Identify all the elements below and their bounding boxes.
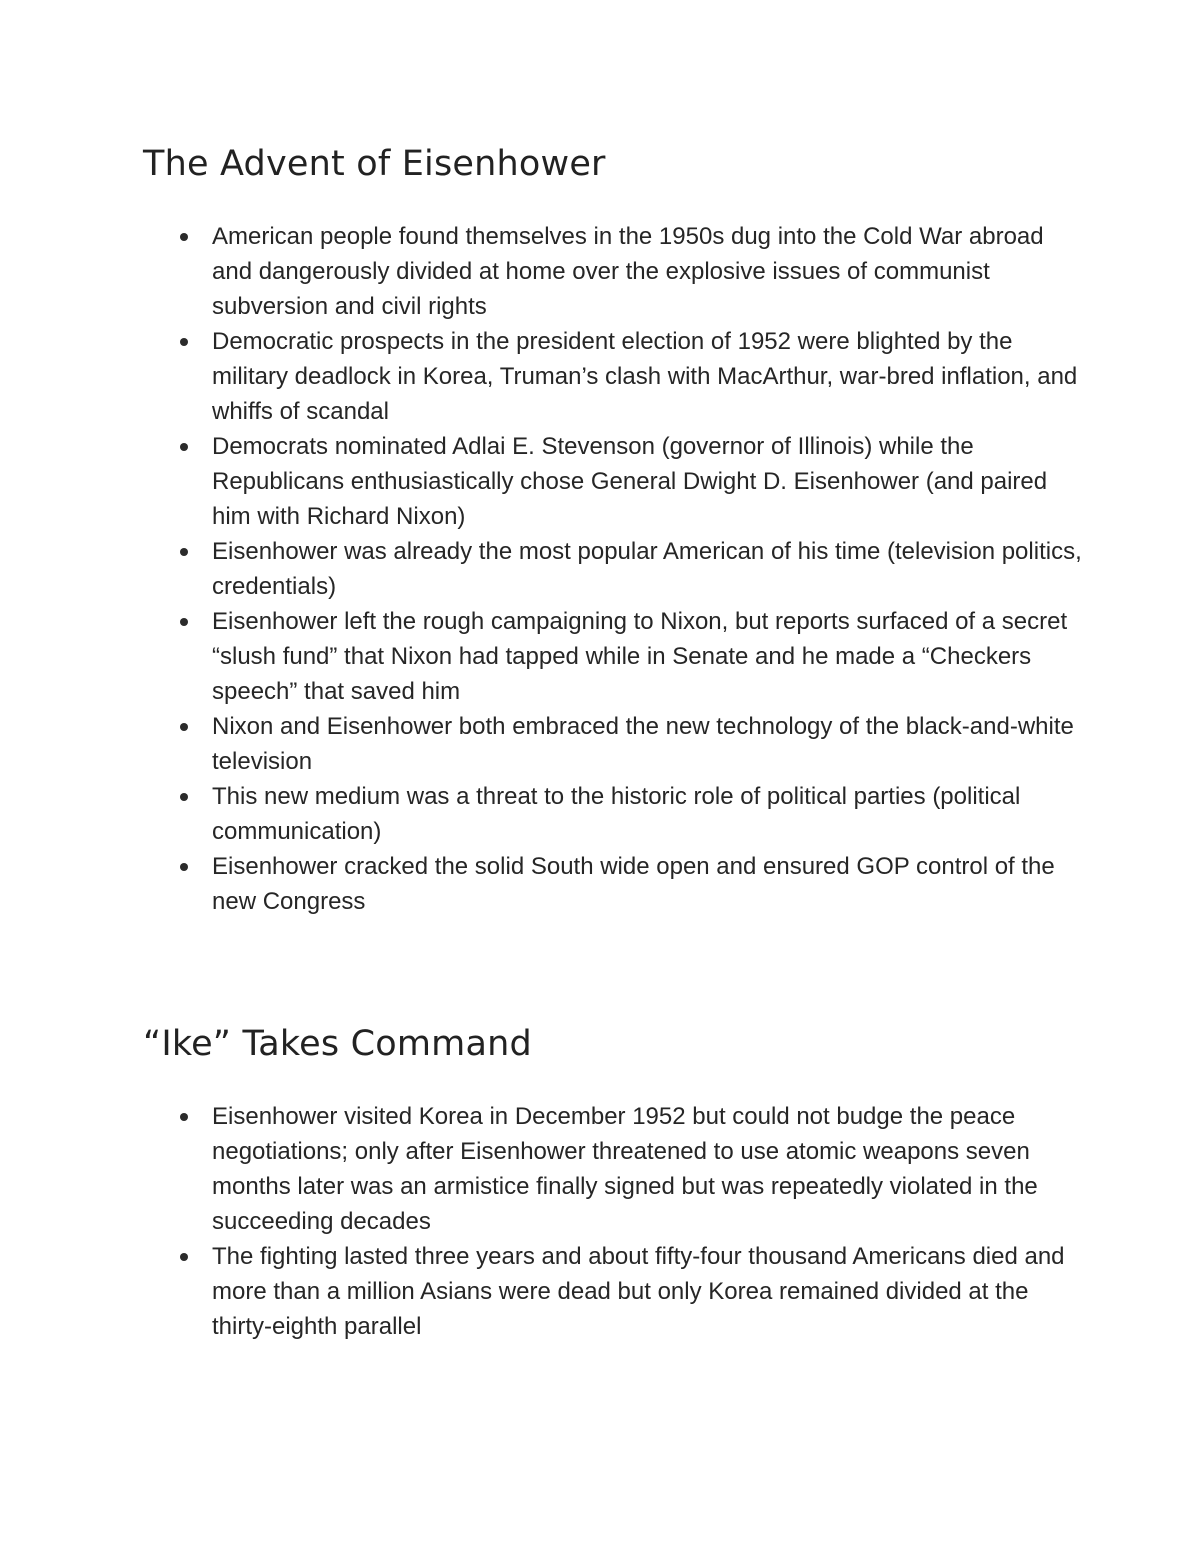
- list-item-text: Eisenhower visited Korea in December 1952 but could not budge the peace negotiations; only after Eisenhower threatened to use atomic weapons seven months later was an armistice finally signed but was repeatedly violated in the succeeding decades: [212, 1103, 1038, 1235]
- bullet-icon: [180, 338, 188, 346]
- list-item-text: Eisenhower was already the most popular American of his time (television politics, credentials): [212, 538, 1082, 600]
- bullet-icon: [180, 1253, 188, 1261]
- list-item: [212, 709, 1082, 779]
- list-item: [212, 849, 1082, 919]
- bullet-list-advent: [212, 219, 1082, 919]
- list-item: [212, 779, 1082, 849]
- bullet-icon: [180, 793, 188, 801]
- list-item: [212, 534, 1082, 604]
- list-item: [212, 1099, 1082, 1239]
- list-item-text: Nixon and Eisenhower both embraced the new technology of the black-and-white television: [212, 713, 1074, 775]
- bullet-list-ike: [212, 1099, 1082, 1344]
- list-item-text: The fighting lasted three years and about fifty-four thousand Americans died and more than a million Asians were dead but only Korea remained divided at the thirty-eighth parallel: [212, 1243, 1065, 1340]
- list-item-text: Eisenhower left the rough campaigning to Nixon, but reports surfaced of a secret “slush fund” that Nixon had tapped while in Senate and he made a “Checkers speech” that saved him: [212, 608, 1068, 705]
- section-title-ike-takes-command: “Ike” Takes Command: [143, 1024, 532, 1064]
- list-item-text: Democrats nominated Adlai E. Stevenson (governor of Illinois) while the Republicans enthusiastically chose General Dwight D. Eisenhower (and paired him with Richard Nixon): [212, 433, 1048, 530]
- list-item: [212, 429, 1082, 534]
- list-item-text: This new medium was a threat to the historic role of political parties (political communication): [212, 783, 1021, 845]
- list-item-text: Eisenhower cracked the solid South wide open and ensured GOP control of the new Congress: [212, 853, 1055, 915]
- bullet-icon: [180, 1113, 188, 1121]
- bullet-icon: [180, 443, 188, 451]
- list-item: [212, 604, 1082, 709]
- list-item-text: American people found themselves in the 1950s dug into the Cold War abroad and dangerously divided at home over the explosive issues of communist subversion and civil rights: [212, 223, 1044, 320]
- list-item-text: Democratic prospects in the president election of 1952 were blighted by the military deadlock in Korea, Truman’s clash with MacArthur, war-bred inflation, and whiffs of scandal: [212, 328, 1078, 425]
- bullet-icon: [180, 863, 188, 871]
- list-item: [212, 1239, 1082, 1344]
- bullet-icon: [180, 618, 188, 626]
- bullet-icon: [180, 723, 188, 731]
- bullet-icon: [180, 233, 188, 241]
- section-title-advent-of-eisenhower: The Advent of Eisenhower: [143, 144, 606, 184]
- bullet-icon: [180, 548, 188, 556]
- list-item: [212, 324, 1082, 429]
- list-item: [212, 219, 1082, 324]
